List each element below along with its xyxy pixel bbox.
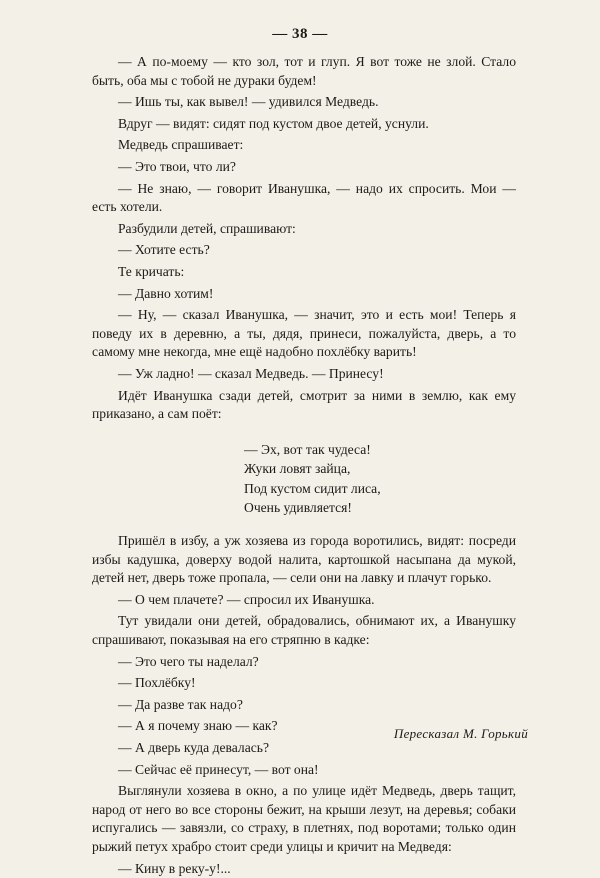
- paragraph: — А по-моему — кто зол, тот и глуп. Я вот тоже не злой. Стало быть, оба мы с тобой не дураки будем!: [92, 54, 516, 88]
- paragraph: — Хотите есть?: [118, 242, 210, 258]
- paragraph: — О чем плачете? — спросил их Иванушка.: [118, 591, 375, 607]
- verse-line: Очень удивляется!: [244, 500, 352, 516]
- paragraph: Идёт Иванушка сзади детей, смотрит за ними в землю, как ему приказано, а сам поёт:: [92, 387, 516, 422]
- paragraph: — Это чего ты наделал?: [118, 653, 259, 669]
- paragraphs-after: [92, 532, 516, 878]
- paragraph: — А дверь куда девалась?: [118, 740, 270, 755]
- verse-line: Под кустом сидит лиса,: [244, 480, 381, 496]
- paragraph: — Кину в реку-у!...: [118, 860, 231, 876]
- paragraph: — Да разве так надо?: [118, 696, 243, 712]
- paragraph: — Похлёбку!: [118, 675, 196, 691]
- paragraphs-before: [92, 53, 516, 424]
- paragraph: Вдруг — видят: сидят под кустом двое детей, уснули.: [118, 115, 429, 131]
- page-number: — 38 —: [272, 26, 328, 42]
- story-text: [92, 53, 516, 878]
- paragraph: Те кричать:: [118, 263, 185, 279]
- paragraph: Разбудили детей, спрашивают:: [118, 220, 296, 236]
- author-signature: Пересказал М. Горький: [393, 726, 528, 741]
- paragraph: — Это твои, что ли?: [118, 158, 236, 174]
- paragraph: — Уж ладно! — сказал Медведь. — Принесу!: [118, 365, 384, 381]
- paragraph: — Ну, — сказал Иванушка, — значит, это и есть мои! Теперь я поведу их в деревню, а ты, дядя, принеси, пожалуйста, дверь, а то самому мне некогда, мне ещё надобно похлёбку варить!: [92, 307, 516, 360]
- paragraph: — А я почему знаю — как?: [118, 718, 278, 734]
- paragraph: — Не знаю, — говорит Иванушка, — надо их спросить. Мои — есть хотели.: [92, 180, 516, 215]
- paragraph: Медведь спрашивает:: [118, 137, 244, 153]
- paragraph: — Давно хотим!: [118, 285, 214, 301]
- paragraph: Выглянули хозяева в окно, а по улице идёт Медведь, дверь тащит, народ от него во все стороны бежит, на крыши лезут, на деревья; собаки испугались — завязли, со страху, в плетнях, под воротами; только один рыжий петух храбро стоит среди улицы и кричит на Медведя:: [92, 783, 516, 854]
- song-verse: [92, 440, 516, 518]
- paragraph: Тут увидали они детей, обрадовались, обнимают их, а Иванушку спрашивают, показывая на его стряпню в кадке:: [92, 613, 516, 648]
- paragraph: — Сейчас её принесут, — вот она!: [118, 761, 319, 777]
- verse-line: Жуки ловят зайца,: [244, 461, 351, 477]
- paragraph: — Ишь ты, как вывел! — удивился Медведь.: [118, 94, 379, 110]
- verse-line: — Эх, вот так чудеса!: [244, 441, 371, 457]
- paragraph: Пришёл в избу, а уж хозяева из города воротились, видят: посреди избы кадушка, доверху водой налита, картошкой насыпана да мукой, детей нет, дверь тоже пропала, — сели они на лавку и плачут горько.: [92, 533, 516, 586]
